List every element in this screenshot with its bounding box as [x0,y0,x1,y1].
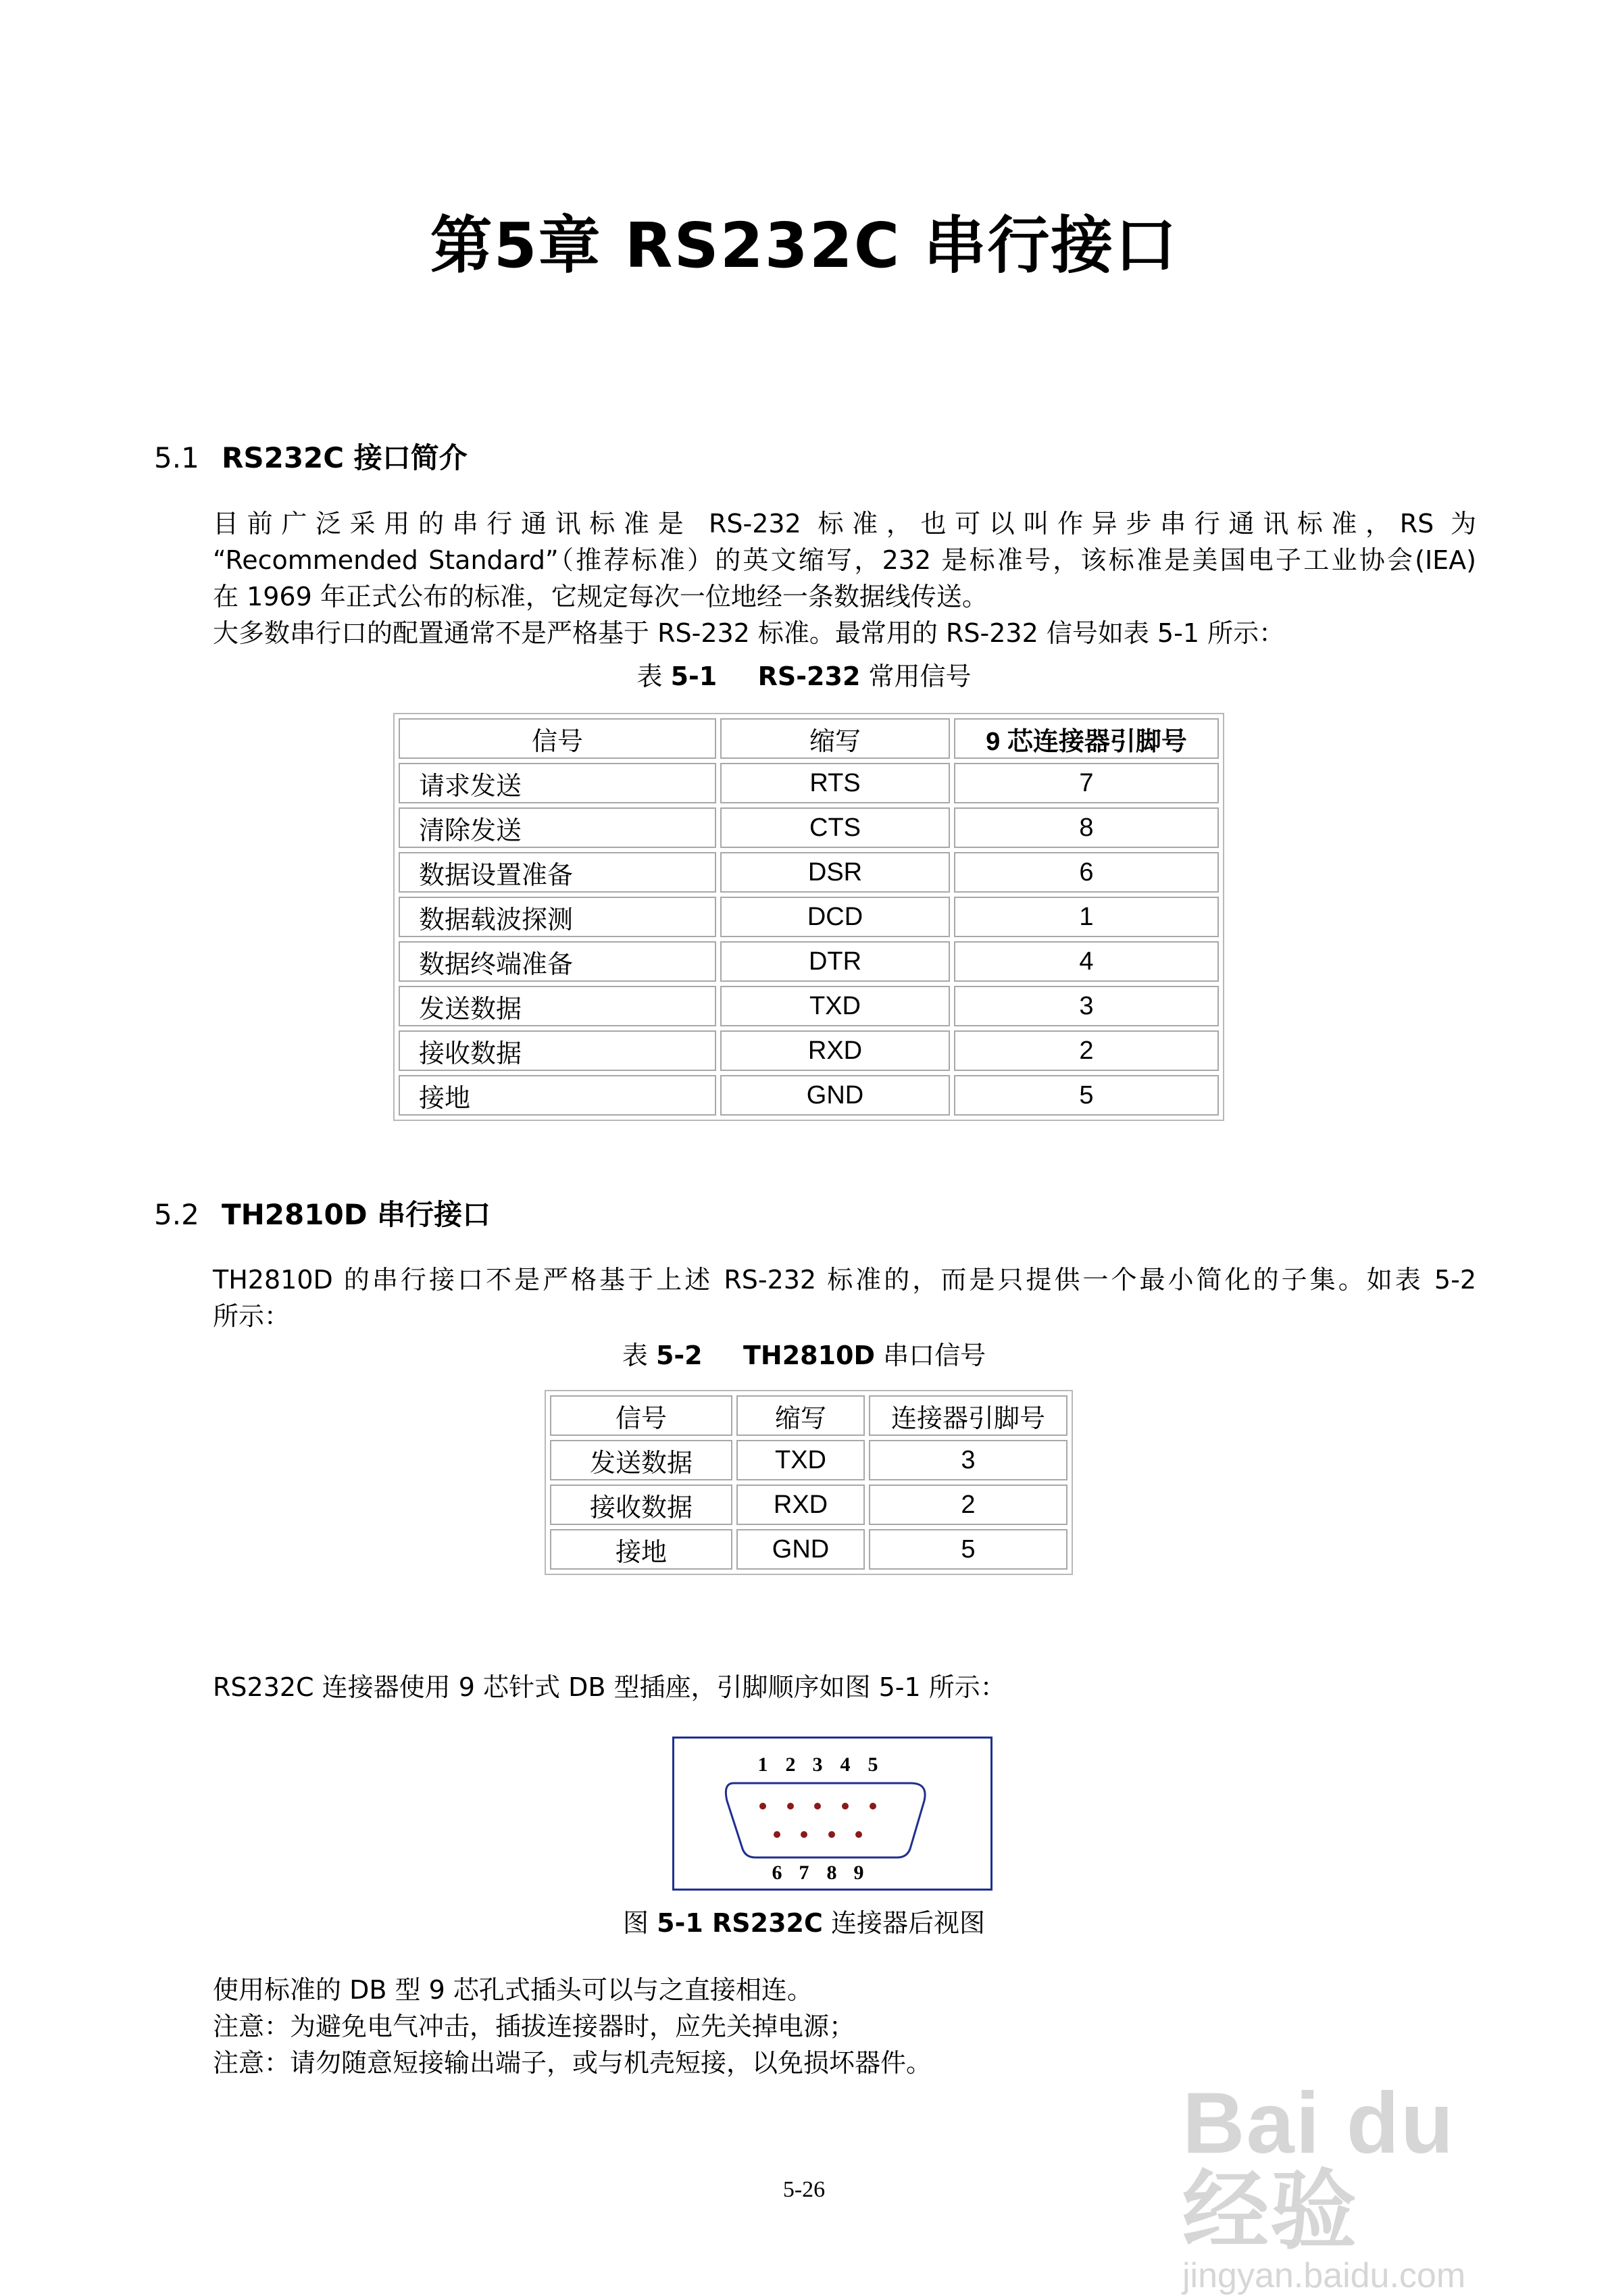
table-cell: 接地 [399,1075,716,1116]
table-cell: 数据终端准备 [399,941,716,982]
table-cell: TXD [736,1440,865,1480]
watermark-logo: Bai du 经验 [1182,2075,1455,2260]
paragraph-line: TH2810D 的串行接口不是严格基于上述 RS-232 标准的，而是只提供一个最小简化的子集。如表 5-2 [213,1265,1476,1295]
table-cell: 7 [954,763,1219,803]
table-cell: RXD [720,1030,950,1071]
pin-dot [759,1803,766,1810]
table-cell: TXD [720,986,950,1026]
section-number: 5.2 [154,1198,199,1231]
db9-connector-figure [672,1737,993,1891]
note-line: 注意：请勿随意短接输出端子，或与机壳短接，以免损坏器件。 [213,2048,932,2078]
table-cell: 接地 [550,1529,732,1570]
section-title: RS232C 接口简介 [222,441,468,474]
table-cell: DCD [720,897,950,937]
caption-title: RS-232 [757,662,861,691]
table-cell: 3 [869,1440,1067,1480]
section-5-2-heading [154,1193,491,1233]
table-row [399,986,1219,1026]
table-cell: 5 [954,1075,1219,1116]
table-cell: 请求发送 [399,763,716,803]
connector-shell [726,1783,925,1857]
pin-dot [842,1803,849,1810]
table-cell: GND [736,1529,865,1570]
pin-dot [870,1803,876,1810]
caption-id: 5-1 [670,662,718,691]
baidu-watermark [1182,2075,1561,2295]
table-cell: 2 [954,1030,1219,1071]
table-row [550,1440,1067,1480]
table-header-row [550,1395,1067,1436]
table-5-2 [545,1390,1073,1575]
table-row [399,1030,1219,1071]
caption-id: 5-1 RS232C [657,1908,823,1938]
table-cell: 1 [954,897,1219,937]
pin-label: 7 [799,1862,809,1884]
closing-notes [213,1972,1476,2081]
header-cell: 信号 [399,718,716,759]
pin-label: 8 [826,1862,837,1884]
pin-dot [787,1803,794,1810]
section-number: 5.1 [154,441,199,474]
pin-label: 9 [853,1862,864,1884]
pin-label: 6 [772,1862,782,1884]
table-cell: 接收数据 [399,1030,716,1071]
table-cell: DSR [720,852,950,893]
pin-label: 2 [785,1753,796,1776]
header-cell: 信号 [550,1395,732,1436]
table-cell: 接收数据 [550,1484,732,1525]
section-5-1-paragraph [213,505,1476,651]
watermark-url: jingyan.baidu.com [1182,2256,1466,2295]
table-row [399,941,1219,982]
table-cell: 6 [954,852,1219,893]
table-row [399,807,1219,848]
page-number: 5-26 [782,2177,826,2202]
header-cell: 缩写 [736,1395,865,1436]
table-5-1-caption [0,655,1608,693]
section-5-1-heading [154,436,468,476]
note-line: 使用标准的 DB 型 9 芯孔式插头可以与之直接相连。 [213,1975,813,2005]
chapter-title: 第5章 RS232C 串行接口 [430,209,1178,282]
table-cell: 发送数据 [399,986,716,1026]
table-cell: 8 [954,807,1219,848]
caption-prefix: 表 [622,1341,648,1370]
table-cell: CTS [720,807,950,848]
pin-dot [855,1831,862,1838]
paragraph-line: 所示： [213,1301,291,1331]
table-cell: 数据设置准备 [399,852,716,893]
paragraph-line: 目前广泛采用的串行通讯标准是 RS-232 标准，也可以叫作异步串行通讯标准，RS 为 [213,509,1476,539]
table-cell: 清除发送 [399,807,716,848]
caption-suffix: 串口信号 [883,1341,986,1370]
caption-id: 5-2 [655,1341,703,1370]
table-5-1 [393,713,1224,1121]
pin-label: 3 [812,1753,823,1776]
header-cell: 缩写 [720,718,950,759]
table-cell: 2 [869,1484,1067,1525]
pin-dot [774,1831,780,1838]
table-cell: 发送数据 [550,1440,732,1480]
table-row [550,1484,1067,1525]
section-5-2-paragraph [213,1262,1476,1334]
caption-prefix: 图 [623,1908,649,1938]
connector-description: RS232C 连接器使用 9 芯针式 DB 型插座，引脚顺序如图 5-1 所示： [213,1672,1006,1702]
table-cell: DTR [720,941,950,982]
caption-prefix: 表 [636,662,663,691]
caption-suffix: 常用信号 [868,662,972,691]
table-5-2-caption [0,1334,1608,1372]
pin-dot [828,1831,835,1838]
table-row [399,1075,1219,1116]
section-title: TH2810D 串行接口 [222,1198,491,1231]
paragraph-line: 大多数串行口的配置通常不是严格基于 RS-232 标准。最常用的 RS-232 信号如表 5-1 所示： [213,618,1285,648]
table-cell: GND [720,1075,950,1116]
header-cell: 连接器引脚号 [869,1395,1067,1436]
table-cell: 数据载波探测 [399,897,716,937]
caption-title: TH2810D [743,1341,876,1370]
pin-label: 1 [757,1753,768,1776]
table-row [399,897,1219,937]
table-cell: 4 [954,941,1219,982]
pin-dot [801,1831,807,1838]
paragraph-line: 在 1969 年正式公布的标准，它规定每次一位地经一条数据线传送。 [213,582,988,612]
pin-label: 5 [868,1753,878,1776]
table-cell: 3 [954,986,1219,1026]
pin-dot [814,1803,821,1810]
table-header-row [399,718,1219,759]
table-cell: 5 [869,1529,1067,1570]
table-row [550,1529,1067,1570]
table-cell: RTS [720,763,950,803]
table-row [399,763,1219,803]
paragraph-line: “Recommended Standard”（推荐标准）的英文缩写，232 是标准号，该标准是美国电子工业协会(IEA) [213,545,1476,575]
caption-suffix: 连接器后视图 [830,1908,985,1938]
note-line: 注意：为避免电气冲击，插拔连接器时，应先关掉电源； [213,2012,855,2041]
db9-connector-diagram [674,1739,990,1889]
table-row [399,852,1219,893]
figure-5-1-caption [0,1902,1608,1939]
table-cell: RXD [736,1484,865,1525]
pin-label: 4 [840,1753,851,1776]
header-cell: 9 芯连接器引脚号 [954,718,1219,759]
